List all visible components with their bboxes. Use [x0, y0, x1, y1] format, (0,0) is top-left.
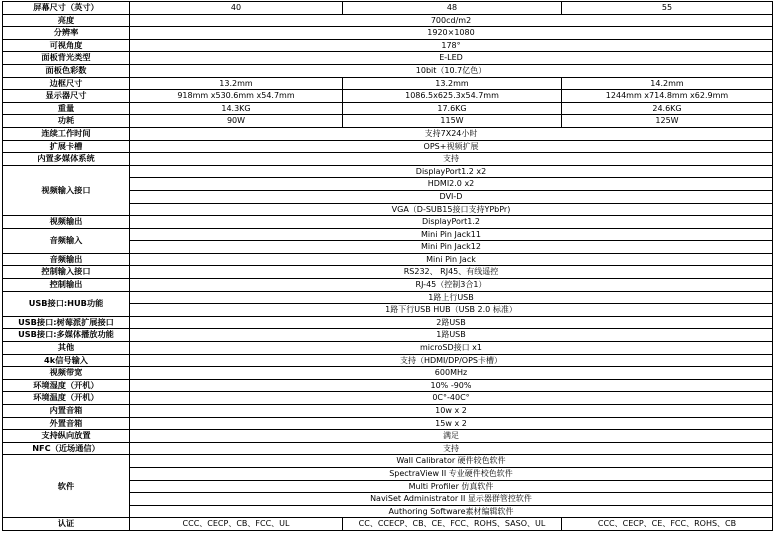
row-value: Wall Calibrator 硬件较色软件	[130, 455, 773, 468]
table-row	[3, 430, 773, 443]
row-value: 支持	[130, 153, 773, 166]
cell-40: 90W	[130, 115, 343, 128]
row-value: HDMI2.0 x2	[130, 178, 773, 191]
row-label: NFC（近场通信）	[3, 442, 130, 455]
row-label: 支持纵向放置	[3, 430, 130, 443]
row-label: 视频带宽	[3, 367, 130, 380]
table-row	[3, 367, 773, 380]
row-label: 分辨率	[3, 27, 130, 40]
row-value: 0C°-40C°	[130, 392, 773, 405]
row-value: 1路上行USB	[130, 291, 773, 304]
cell-40: 918mm x530.6mm x54.7mm	[130, 90, 343, 103]
row-value: 2路USB	[130, 316, 773, 329]
size-48: 48	[343, 2, 562, 15]
spec-table	[2, 1, 773, 531]
cell-55: 14.2mm	[562, 77, 773, 90]
cell-55: 24.6KG	[562, 102, 773, 115]
row-value: Mini Pin Jack	[130, 253, 773, 266]
row-value: E-LED	[130, 52, 773, 65]
spec-table-container	[2, 1, 772, 531]
row-label: 视频输出	[3, 216, 130, 229]
row-label: 屏幕尺寸（英寸）	[3, 2, 130, 15]
row-value: 满足	[130, 430, 773, 443]
table-row	[3, 442, 773, 455]
row-label: 控制输出	[3, 279, 130, 292]
row-label: 认证	[3, 518, 130, 531]
table-row	[3, 316, 773, 329]
row-label: 内置音箱	[3, 405, 130, 418]
cell-48: 1086.5x625.3x54.7mm	[343, 90, 562, 103]
cell-40: 14.3KG	[130, 102, 343, 115]
row-label: 功耗	[3, 115, 130, 128]
table-row	[3, 127, 773, 140]
row-label: 4k信号输入	[3, 354, 130, 367]
table-row	[3, 165, 773, 178]
row-label: 连续工作时间	[3, 127, 130, 140]
row-value: NaviSet Administrator II 显示器群管控软件	[130, 493, 773, 506]
table-row	[3, 64, 773, 77]
row-label: 环境温度（开机）	[3, 392, 130, 405]
row-value: 10% -90%	[130, 379, 773, 392]
row-value: 支持7X24小时	[130, 127, 773, 140]
size-55: 55	[562, 2, 773, 15]
table-row	[3, 518, 773, 531]
row-value: 1920×1080	[130, 27, 773, 40]
table-row	[3, 216, 773, 229]
table-row	[3, 90, 773, 103]
row-label: 控制输入接口	[3, 266, 130, 279]
row-value: OPS+视频扩展	[130, 140, 773, 153]
row-value: DisplayPort1.2 x2	[130, 165, 773, 178]
cell-40: 13.2mm	[130, 77, 343, 90]
row-value: RS232、 RJ45、有线遥控	[130, 266, 773, 279]
table-row	[3, 253, 773, 266]
row-value: 600MHz	[130, 367, 773, 380]
table-row	[3, 52, 773, 65]
table-row	[3, 140, 773, 153]
row-value: VGA（D-SUB15接口支持YPbPr)	[130, 203, 773, 216]
row-value: 支持	[130, 442, 773, 455]
row-label: 环境湿度（开机）	[3, 379, 130, 392]
row-label: 边框尺寸	[3, 77, 130, 90]
table-row	[3, 329, 773, 342]
row-label: 视频输入接口	[3, 165, 130, 215]
row-label: 音频输入	[3, 228, 130, 253]
cell-55: 125W	[562, 115, 773, 128]
cell-40: CCC、CECP、CB、FCC、UL	[130, 518, 343, 531]
row-label: 外置音箱	[3, 417, 130, 430]
row-label: 亮度	[3, 14, 130, 27]
table-row	[3, 379, 773, 392]
row-value: Multi Profiler 仿真软件	[130, 480, 773, 493]
table-row	[3, 417, 773, 430]
cell-55: CCC、CECP、CE、FCC、ROHS、CB	[562, 518, 773, 531]
table-row	[3, 115, 773, 128]
row-label: 可视角度	[3, 39, 130, 52]
size-40: 40	[130, 2, 343, 15]
table-row	[3, 27, 773, 40]
row-label: 面板色彩数	[3, 64, 130, 77]
row-value: DisplayPort1.2	[130, 216, 773, 229]
row-value: 178°	[130, 39, 773, 52]
row-value: 支持（HDMI/DP/OPS卡槽）	[130, 354, 773, 367]
row-value: 10w x 2	[130, 405, 773, 418]
table-row	[3, 455, 773, 468]
table-row-header	[3, 2, 773, 15]
table-row	[3, 291, 773, 304]
row-label: 显示器尺寸	[3, 90, 130, 103]
row-value: RJ-45（控制3合1）	[130, 279, 773, 292]
row-label: 重量	[3, 102, 130, 115]
row-label: 其他	[3, 342, 130, 355]
table-row	[3, 354, 773, 367]
row-value: 10bit（10.7亿色）	[130, 64, 773, 77]
cell-48: 115W	[343, 115, 562, 128]
row-value: SpectraView II 专业硬件校色软件	[130, 467, 773, 480]
row-value: Mini Pin Jack12	[130, 241, 773, 254]
table-row	[3, 342, 773, 355]
cell-48: 17.6KG	[343, 102, 562, 115]
cell-48: 13.2mm	[343, 77, 562, 90]
row-label: 软件	[3, 455, 130, 518]
table-row	[3, 392, 773, 405]
row-value: 1路USB	[130, 329, 773, 342]
row-label: 音频输出	[3, 253, 130, 266]
row-label: USB接口:HUB功能	[3, 291, 130, 316]
table-row	[3, 102, 773, 115]
row-label: USB接口:多媒体播放功能	[3, 329, 130, 342]
row-value: Authoring Software素材编辑软件	[130, 505, 773, 518]
table-row	[3, 153, 773, 166]
cell-48: CC、CCECP、CB、CE、FCC、ROHS、SASO、UL	[343, 518, 562, 531]
table-row	[3, 228, 773, 241]
table-row	[3, 405, 773, 418]
row-label: 面板背光类型	[3, 52, 130, 65]
row-value: 15w x 2	[130, 417, 773, 430]
row-value: DVI-D	[130, 190, 773, 203]
row-value: microSD接口 x1	[130, 342, 773, 355]
row-label: 内置多媒体系统	[3, 153, 130, 166]
row-value: Mini Pin Jack11	[130, 228, 773, 241]
table-row	[3, 14, 773, 27]
table-row	[3, 266, 773, 279]
table-row	[3, 77, 773, 90]
row-value: 1路下行USB HUB（USB 2.0 标准）	[130, 304, 773, 317]
cell-55: 1244mm x714.8mm x62.9mm	[562, 90, 773, 103]
table-row	[3, 279, 773, 292]
row-label: 扩展卡槽	[3, 140, 130, 153]
row-label: USB接口:树莓派扩展接口	[3, 316, 130, 329]
table-row	[3, 39, 773, 52]
row-value: 700cd/m2	[130, 14, 773, 27]
